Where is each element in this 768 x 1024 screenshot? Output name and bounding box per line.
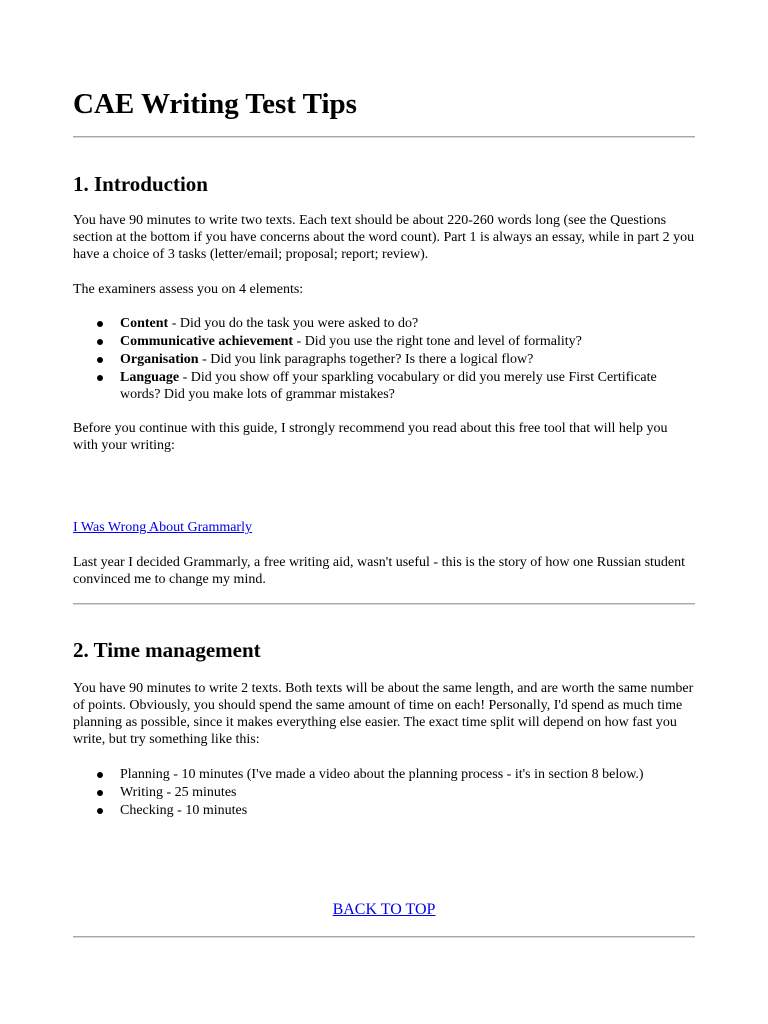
intro-paragraph: You have 90 minutes to write two texts. Each text should be about 220-260 words long (see the Questions section at the bottom if you have concerns about the word count). Part 1 is always an essay, while in part 2 you have a choice of 3 tasks (letter/email; proposal; report; review).	[73, 213, 695, 262]
list-item	[73, 784, 695, 801]
element-text: - Did you show off your sparkling vocabulary or did you merely use First Certificate words? Did you make lots of grammar mistakes?	[120, 370, 657, 402]
list-item	[73, 315, 695, 332]
element-text: - Did you use the right tone and level of formality?	[293, 334, 582, 349]
recommendation-paragraph: Before you continue with this guide, I strongly recommend you read about this free tool that will help you with your writing:	[73, 421, 668, 453]
bullet-icon	[97, 357, 103, 363]
bullet-icon	[97, 790, 103, 796]
back-to-top-link[interactable]: BACK TO TOP	[332, 901, 436, 918]
bullet-icon	[97, 339, 103, 345]
list-item	[73, 766, 695, 783]
element-text: - Did you do the task you were asked to do?	[168, 316, 419, 331]
element-term: Content	[120, 316, 169, 331]
time-item-text: Writing - 25 minutes	[120, 785, 237, 800]
back-to-top-line	[73, 900, 695, 920]
page-title: CAE Writing Test Tips	[73, 88, 357, 120]
section-heading-time-management: 2. Time management	[73, 638, 261, 662]
element-term: Language	[120, 370, 180, 385]
bullet-icon	[97, 321, 103, 327]
title-divider	[73, 136, 695, 138]
bullet-icon	[97, 808, 103, 814]
grammarly-link-line	[73, 519, 252, 536]
section-heading-introduction: 1. Introduction	[73, 172, 208, 196]
grammarly-description: Last year I decided Grammarly, a free writing aid, wasn't useful - this is the story of how one Russian student convinced me to change my mind.	[73, 555, 686, 587]
bottom-divider	[73, 936, 695, 938]
element-text: - Did you link paragraphs together? Is there a logical flow?	[198, 352, 534, 367]
section-divider	[73, 603, 695, 605]
list-item	[73, 802, 695, 819]
bullet-icon	[97, 375, 103, 381]
grammarly-article-link[interactable]: I Was Wrong About Grammarly	[73, 520, 252, 535]
assessment-elements-list	[73, 315, 695, 404]
time-management-paragraph: You have 90 minutes to write 2 texts. Both texts will be about the same length, and are worth the same number of points. Obviously, you should spend the same amount of time on each! Personally, I'd spend as much time planning as possible, since it makes everything else easier. The exact time split will depend on how fast you write, but try something like this:	[73, 681, 694, 747]
bullet-icon	[97, 772, 103, 778]
list-item	[73, 369, 695, 403]
elements-intro: The examiners assess you on 4 elements:	[73, 282, 304, 297]
element-term: Communicative achievement	[120, 334, 294, 349]
list-item	[73, 333, 695, 350]
element-term: Organisation	[120, 352, 199, 367]
time-item-text: Planning - 10 minutes (I've made a video about the planning process - it's in section 8 below.)	[120, 767, 644, 782]
time-item-text: Checking - 10 minutes	[120, 803, 248, 818]
time-split-list	[73, 766, 695, 820]
list-item	[73, 351, 695, 368]
